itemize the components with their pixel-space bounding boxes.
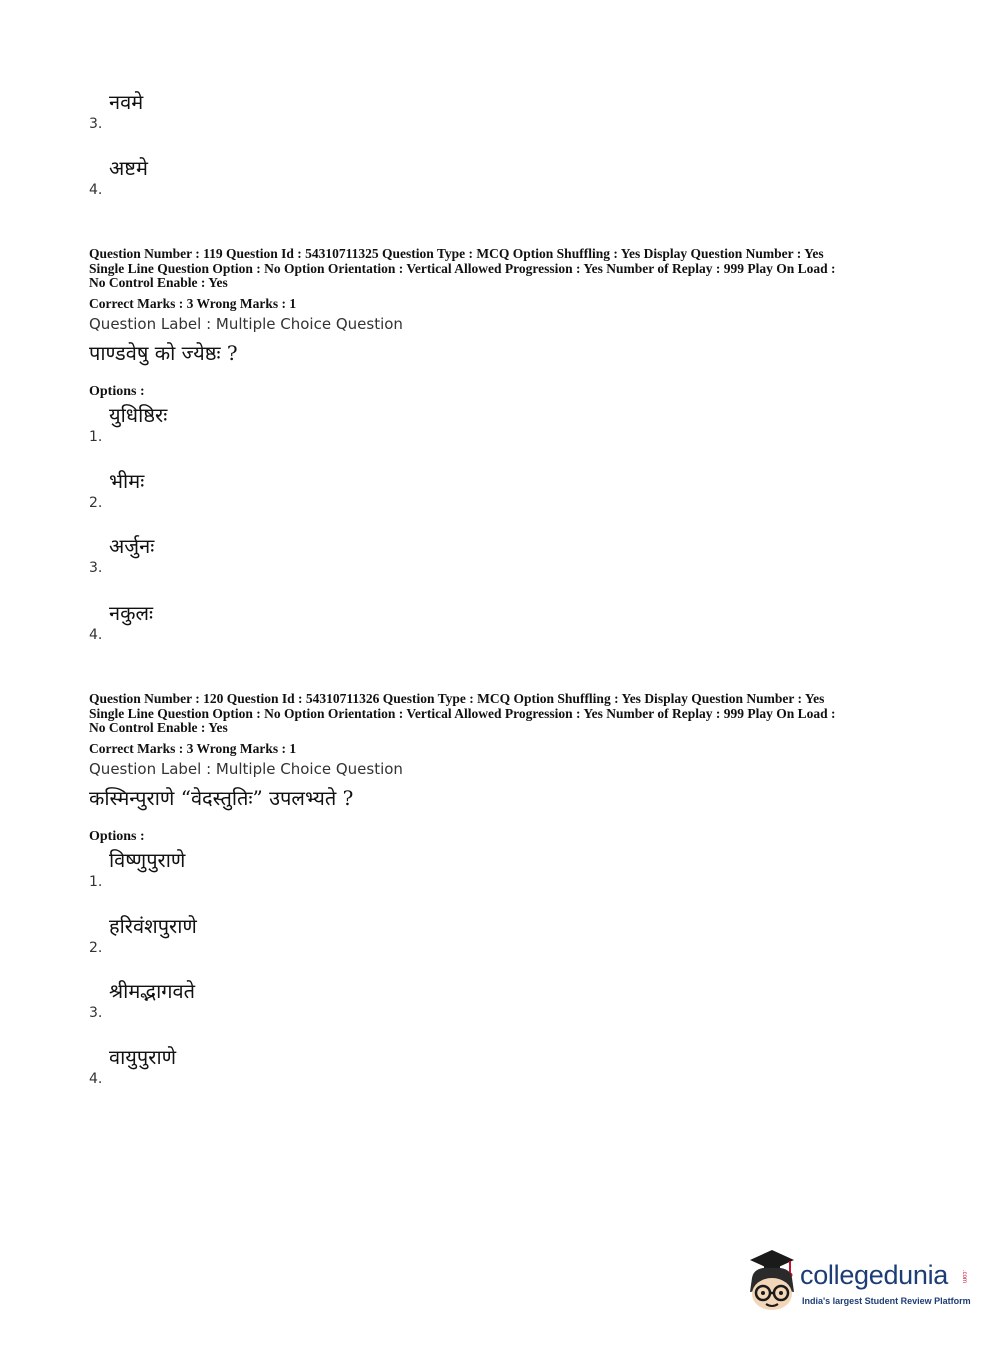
question-text: कस्मिन्पुराणे “वेदस्तुतिः” उपलभ्यते ? (89, 785, 354, 810)
option-text: विष्णुपुराणे (109, 848, 186, 872)
option-text: हरिवंशपुराणे (109, 914, 197, 938)
option-number: 3. (89, 1005, 103, 1021)
collegedunia-logo (742, 1248, 972, 1318)
option-number: 4. (89, 182, 103, 198)
option-number: 3. (89, 560, 103, 576)
question-label: Question Label : Multiple Choice Question (89, 314, 403, 333)
option-number: 3. (89, 116, 103, 132)
option-text: नवमे (109, 90, 144, 114)
question-meta-line: No Control Enable : Yes (89, 720, 228, 735)
option-number: 2. (89, 940, 103, 956)
question-meta-line: Question Number : 119 Question Id : 54310711325 Question Type : MCQ Option Shuffling : Yes Display Question Number : Yes (89, 246, 824, 261)
option-number: 1. (89, 429, 103, 445)
question-meta-line: Single Line Question Option : No Option Orientation : Vertical Allowed Progression : Yes Number of Replay : 999 Play On Load : (89, 260, 836, 276)
option-text: युधिष्ठिरः (109, 403, 168, 427)
option-text: अर्जुनः (109, 534, 155, 558)
option-number: 4. (89, 1071, 103, 1087)
option-number: 4. (89, 627, 103, 643)
question-meta-line: Question Number : 120 Question Id : 54310711326 Question Type : MCQ Option Shuffling : Yes Display Question Number : Yes (89, 691, 825, 706)
question-119-header (89, 247, 919, 366)
option-text: वायुपुराणे (109, 1045, 177, 1069)
options-heading: Options : (89, 829, 145, 844)
option-number: 1. (89, 874, 103, 890)
question-marks: Correct Marks : 3 Wrong Marks : 1 (89, 295, 297, 311)
question-text: पाण्डवेषु को ज्येष्ठः ? (89, 340, 238, 365)
option-number: 2. (89, 495, 103, 511)
logo-domain: .com (961, 1270, 967, 1284)
options-heading: Options : (89, 384, 145, 399)
question-meta-line: No Control Enable : Yes (89, 275, 228, 290)
question-marks: Correct Marks : 3 Wrong Marks : 1 (89, 740, 297, 756)
question-meta-line: Single Line Question Option : No Option Orientation : Vertical Allowed Progression : Yes Number of Replay : 999 Play On Load : (89, 705, 836, 721)
logo-tagline: India's largest Student Review Platform (802, 1296, 971, 1306)
question-120-header (89, 692, 919, 811)
option-text: अष्टमे (109, 156, 148, 180)
option-text: श्रीमद्भागवते (109, 979, 196, 1003)
option-text: नकुलः (109, 601, 154, 625)
question-label: Question Label : Multiple Choice Question (89, 759, 403, 778)
mascot-icon (742, 1248, 800, 1314)
logo-brand-name: collegedunia (800, 1260, 949, 1290)
option-text: भीमः (109, 469, 145, 493)
